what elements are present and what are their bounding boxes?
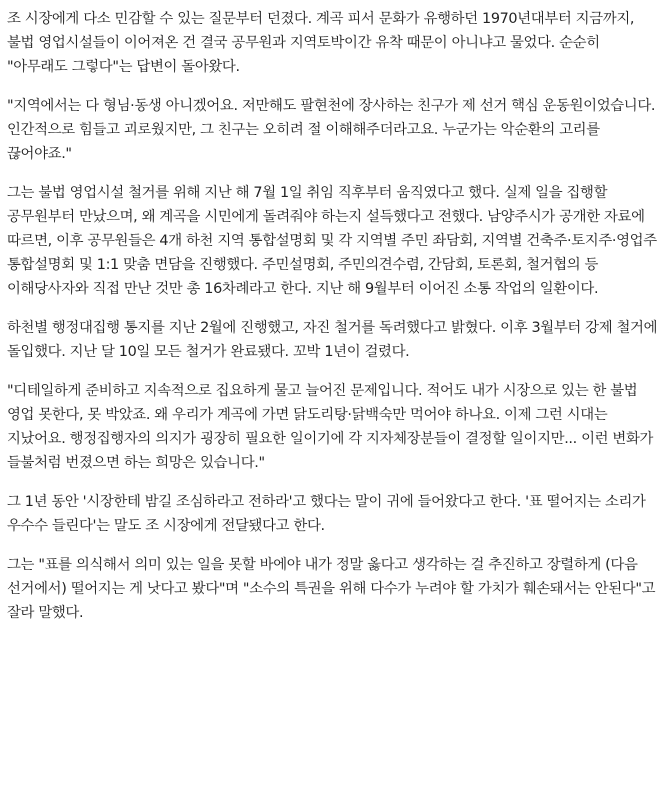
article-body <box>7 7 661 640</box>
article-paragraph-2-quote: "지역에서는 다 형님·동생 아니겠어요. 저만해도 팔현천에 장사하는 친구가 제 선거 핵심 운동원이었습니다. 인간적으로 힘들고 괴로웠지만, 그 친구는 오히려 절 이해해주더라고요. 누군가는 악순환의 고리를 끊어야죠." <box>7 98 656 162</box>
article-paragraph-3: 그는 불법 영업시설 철거를 위해 지난 해 7월 1일 취임 직후부터 움직였다고 했다. 실제 일을 집행할 공무원부터 만났으며, 왜 계곡을 시민에게 돌려줘야 하는지 설득했다고 전했다. 남양주시가 공개한 자료에 따르면, 이후 공무원들은 4개 하천 지역 통합설명회 및 각 지역별 주민 좌담회, 지역별 건축주·토지주·영업주 통합설명회 및 1:1 맞춤 면담을 진행했다. 주민설명회, 주민의견수렴, 간담회, 토론회, 철거협의 등 이해당사자와 직접 만난 것만 총 16차례라고 한다. 지난 해 9월부터 이어진 소통 작업의 일환이다. <box>7 185 657 297</box>
article-paragraph-5-quote: "디테일하게 준비하고 지속적으로 집요하게 물고 늘어진 문제입니다. 적어도 내가 시장으로 있는 한 불법 영업 못한다, 못 박았죠. 왜 우리가 계곡에 가면 닭도리탕·닭백숙만 먹어야 하나요. 이제 그런 시대는 지났어요. 행정집행자의 의지가 굉장히 필요한 일이기에 각 지자체장분들이 결정할 일이지만... 이런 변화가 들불처럼 번졌으면 하는 희망은 있습니다." <box>7 383 654 471</box>
article-paragraph-1: 조 시장에게 다소 민감할 수 있는 질문부터 던졌다. 계곡 피서 문화가 유행하던 1970년대부터 지금까지, 불법 영업시설들이 이어져온 건 결국 공무원과 지역토박이간 유착 때문이 아니냐고 물었다. 순순히 "아무래도 그렇다"는 답변이 돌아왔다. <box>7 11 635 75</box>
article-paragraph-4: 하천별 행정대집행 통지를 지난 2월에 진행했고, 자진 철거를 독려했다고 밝혔다. 이후 3월부터 강제 철거에 돌입했다. 지난 달 10일 모든 철거가 완료됐다. 꼬박 1년이 걸렸다. <box>7 320 658 360</box>
article-paragraph-7: 그는 "표를 의식해서 의미 있는 일을 못할 바에야 내가 정말 옳다고 생각하는 걸 추진하고 장렬하게 (다음 선거에서) 떨어지는 게 낫다고 봤다"며 "소수의 특권을 위해 다수가 누려야 할 가치가 훼손돼서는 안된다"고 잘라 말했다. <box>7 557 656 621</box>
article-paragraph-6: 그 1년 동안 '시장한테 밤길 조심하라고 전하라'고 했다는 말이 귀에 들어왔다고 한다. '표 떨어지는 소리가 우수수 들린다'는 말도 조 시장에게 전달됐다고 한다. <box>7 494 646 534</box>
